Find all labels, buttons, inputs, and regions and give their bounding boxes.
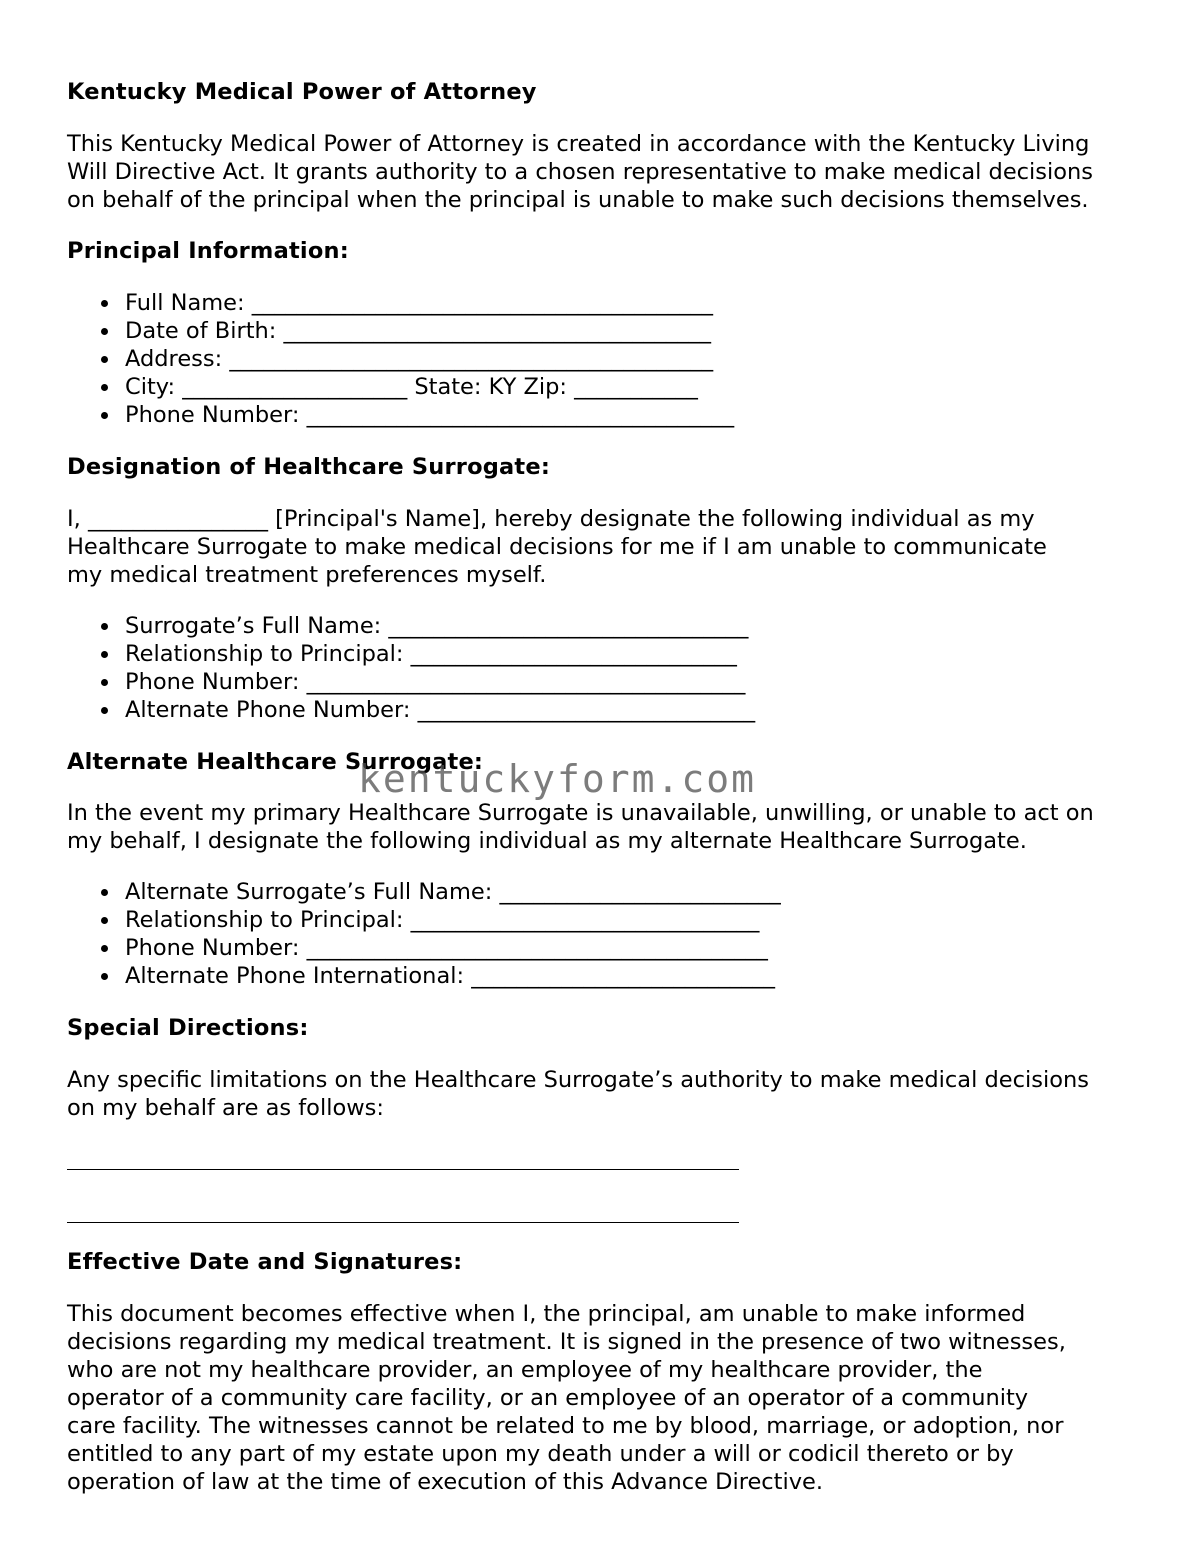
effective-line: care facility. The witnesses cannot be related to me by blood, marriage, or adoption, nor bbox=[67, 1413, 1064, 1439]
bullet-icon bbox=[101, 707, 108, 714]
designation-heading: Designation of Healthcare Surrogate: bbox=[67, 454, 551, 480]
designation-line: I, ________________ [Principal's Name], hereby designate the following individual as my bbox=[67, 506, 1035, 532]
document-title: Kentucky Medical Power of Attorney bbox=[67, 79, 537, 105]
designation-line: Healthcare Surrogate to make medical decisions for me if I am unable to communicate bbox=[67, 534, 1047, 560]
alternate-full-name-field[interactable]: Alternate Surrogate’s Full Name: _________________________ bbox=[67, 878, 781, 906]
effective-line: decisions regarding my medical treatment. It is signed in the presence of two witnesses, bbox=[67, 1329, 1066, 1355]
alternate-paragraph bbox=[67, 799, 1094, 855]
surrogate-relationship-field[interactable]: Relationship to Principal: _____________________________ bbox=[67, 640, 755, 668]
intro-paragraph bbox=[67, 130, 1093, 214]
effective-paragraph bbox=[67, 1300, 1066, 1496]
bullet-icon bbox=[101, 356, 108, 363]
alternate-phone-field[interactable]: Phone Number: _________________________________________ bbox=[67, 934, 781, 962]
principal-address-field[interactable]: Address: ___________________________________________ bbox=[67, 345, 734, 373]
effective-heading: Effective Date and Signatures: bbox=[67, 1249, 463, 1275]
principal-city-state-zip-field[interactable]: City: ____________________ State: KY Zip: ___________ bbox=[67, 373, 734, 401]
principal-heading: Principal Information: bbox=[67, 238, 349, 264]
designation-paragraph bbox=[67, 505, 1047, 589]
effective-line: operator of a community care facility, or an employee of an operator of a community bbox=[67, 1385, 1029, 1411]
bullet-icon bbox=[101, 328, 108, 335]
surrogate-alt-phone-field[interactable]: Alternate Phone Number: ______________________________ bbox=[67, 696, 755, 724]
effective-line: who are not my healthcare provider, an employee of my healthcare provider, the bbox=[67, 1357, 983, 1383]
bullet-icon bbox=[101, 973, 108, 980]
surrogate-phone-field[interactable]: Phone Number: _______________________________________ bbox=[67, 668, 755, 696]
principal-dob-field[interactable]: Date of Birth: ______________________________________ bbox=[67, 317, 734, 345]
alternate-heading: Alternate Healthcare Surrogate: bbox=[67, 749, 484, 775]
bullet-icon bbox=[101, 679, 108, 686]
designation-line: my medical treatment preferences myself. bbox=[67, 562, 547, 588]
bullet-icon bbox=[101, 300, 108, 307]
intro-line: Will Directive Act. It grants authority to a chosen representative to make medical decisions bbox=[67, 159, 1094, 185]
bullet-icon bbox=[101, 945, 108, 952]
bullet-icon bbox=[101, 889, 108, 896]
special-paragraph bbox=[67, 1066, 1089, 1122]
special-line: on my behalf are as follows: bbox=[67, 1095, 384, 1121]
alternate-line: my behalf, I designate the following individual as my alternate Healthcare Surrogate. bbox=[67, 828, 1027, 854]
bullet-icon bbox=[101, 917, 108, 924]
alternate-intl-phone-field[interactable]: Alternate Phone International: ___________________________ bbox=[67, 962, 781, 990]
bullet-icon bbox=[101, 412, 108, 419]
effective-line: This document becomes effective when I, the principal, am unable to make informed bbox=[67, 1301, 1026, 1327]
bullet-icon bbox=[101, 623, 108, 630]
principal-phone-field[interactable]: Phone Number: ______________________________________ bbox=[67, 401, 734, 429]
bullet-icon bbox=[101, 651, 108, 658]
principal-fields bbox=[67, 289, 734, 429]
bullet-icon bbox=[101, 384, 108, 391]
alternate-relationship-field[interactable]: Relationship to Principal: _______________________________ bbox=[67, 906, 781, 934]
special-directions-blank-line[interactable] bbox=[67, 1169, 739, 1170]
effective-line: entitled to any part of my estate upon my death under a will or codicil thereto or by bbox=[67, 1441, 1014, 1467]
watermark-text: kentuckyform.com bbox=[358, 757, 757, 801]
surrogate-fields bbox=[67, 612, 755, 724]
surrogate-full-name-field[interactable]: Surrogate’s Full Name: ________________________________ bbox=[67, 612, 755, 640]
effective-line: operation of law at the time of execution of this Advance Directive. bbox=[67, 1469, 824, 1495]
principal-full-name-field[interactable]: Full Name: _________________________________________ bbox=[67, 289, 734, 317]
intro-line: This Kentucky Medical Power of Attorney is created in accordance with the Kentucky Living bbox=[67, 131, 1090, 157]
special-heading: Special Directions: bbox=[67, 1015, 309, 1041]
alternate-fields bbox=[67, 878, 781, 990]
special-line: Any specific limitations on the Healthcare Surrogate’s authority to make medical decisions bbox=[67, 1067, 1089, 1093]
alternate-line: In the event my primary Healthcare Surrogate is unavailable, unwilling, or unable to act on bbox=[67, 800, 1094, 826]
intro-line: on behalf of the principal when the principal is unable to make such decisions themselves. bbox=[67, 187, 1089, 213]
special-directions-blank-line[interactable] bbox=[67, 1222, 739, 1223]
